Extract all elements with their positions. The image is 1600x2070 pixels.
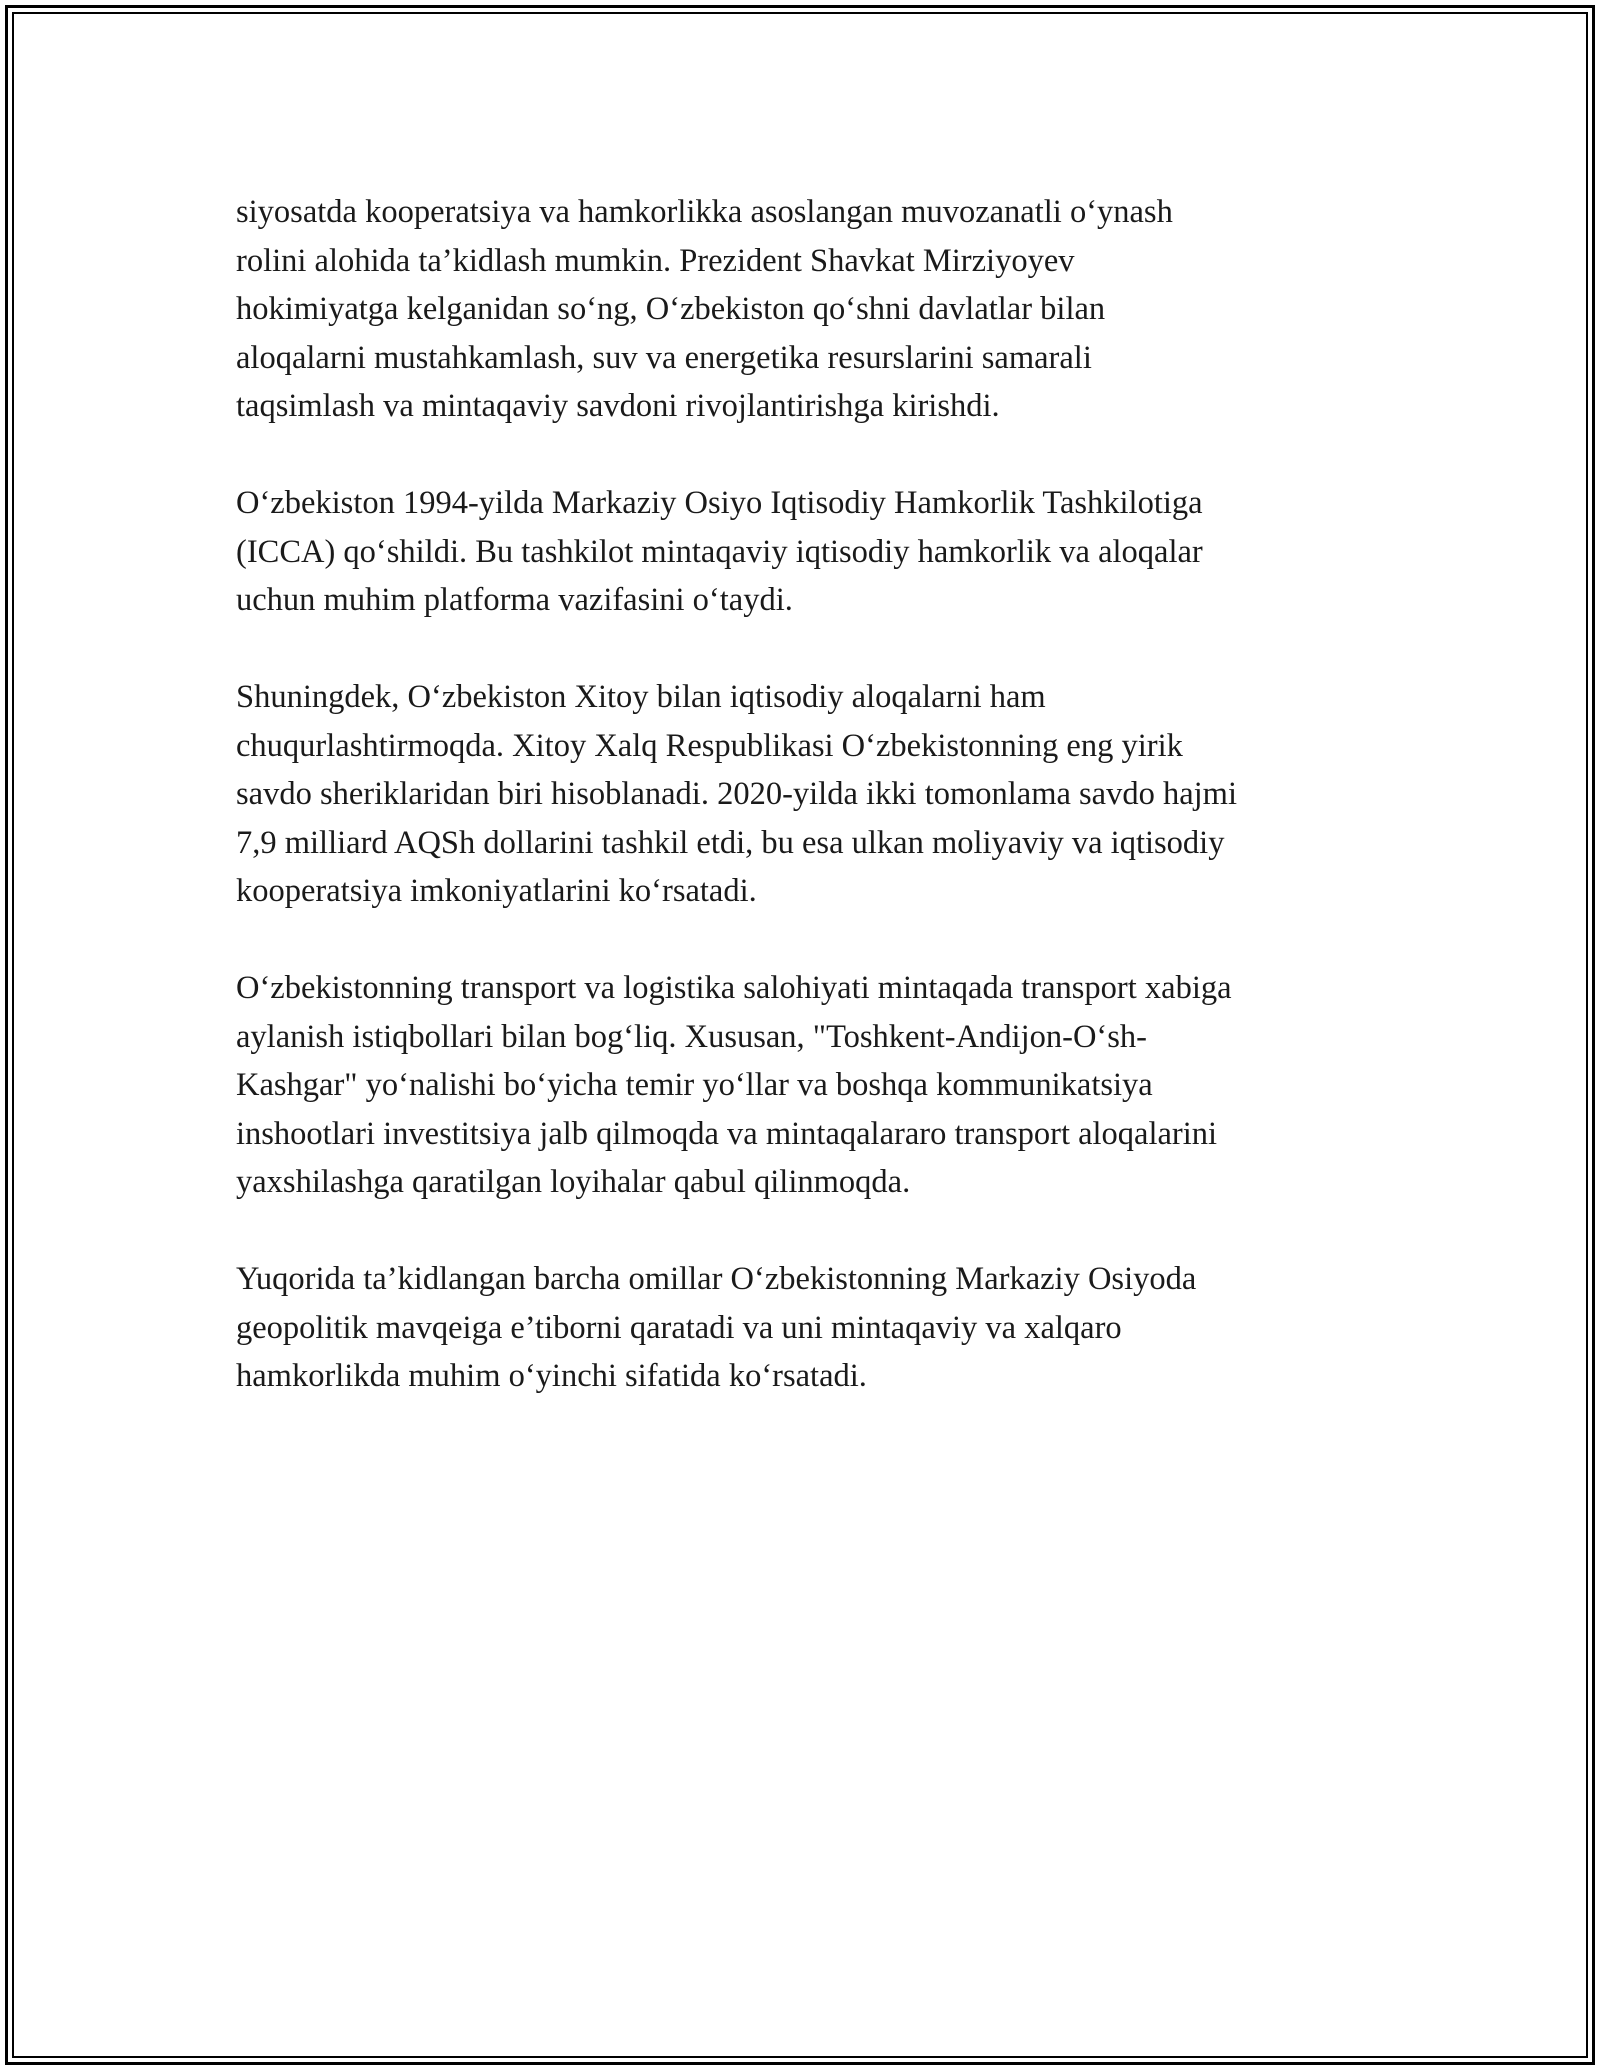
text-line: O‘zbekistonning transport va logistika salohiyati mintaqada transport xabiga	[236, 970, 1232, 1006]
text-line: aylanish istiqbollari bilan bog‘liq. Xususan, "Toshkent-Andijon-O‘sh-	[236, 1018, 1147, 1055]
paragraph-5	[236, 1255, 1376, 1401]
text-line: siyosatda kooperatsiya va hamkorlikka asoslangan muvozanatli o‘ynash	[236, 194, 1173, 230]
text-line: O‘zbekiston 1994-yilda Markaziy Osiyo Iqtisodiy Hamkorlik Tashkilotiga	[236, 485, 1203, 521]
text-line: hamkorlikda muhim o‘yinchi sifatida ko‘rsatadi.	[236, 1358, 867, 1394]
document-body	[236, 188, 1376, 1449]
text-line: Yuqorida ta’kidlangan barcha omillar O‘zbekistonning Markaziy Osiyoda	[236, 1261, 1197, 1297]
text-line: savdo sheriklaridan biri hisoblanadi. 2020-yilda ikki tomonlama savdo hajmi	[236, 776, 1237, 812]
text-line: yaxshilashga qaratilgan loyihalar qabul qilinmoqda.	[236, 1164, 911, 1200]
text-line: kooperatsiya imkoniyatlarini ko‘rsatadi.	[236, 873, 757, 909]
paragraph-2	[236, 479, 1376, 625]
text-line: uchun muhim platforma vazifasini o‘taydi.	[236, 582, 793, 618]
text-line: chuqurlashtirmoqda. Xitoy Xalq Respublikasi O‘zbekistonning eng yirik	[236, 727, 1183, 764]
text-line: hokimiyatga kelganidan so‘ng, O‘zbekiston qo‘shni davlatlar bilan	[236, 291, 1106, 327]
paragraph-4	[236, 964, 1376, 1207]
text-line: inshootlari investitsiya jalb qilmoqda va mintaqalararo transport aloqalarini	[236, 1115, 1218, 1152]
paragraph-3	[236, 673, 1376, 916]
text-line: Kashgar" yo‘nalishi bo‘yicha temir yo‘llar va boshqa kommunikatsiya	[236, 1067, 1153, 1103]
paragraph-1	[236, 188, 1376, 431]
text-line: Shuningdek, O‘zbekiston Xitoy bilan iqtisodiy aloqalarni ham	[236, 679, 1046, 715]
text-line: taqsimlash va mintaqaviy savdoni rivojlantirishga kirishdi.	[236, 388, 1000, 424]
text-line: aloqalarni mustahkamlash, suv va energetika resurslarini samarali	[236, 339, 1092, 376]
text-line: geopolitik mavqeiga e’tiborni qaratadi va uni mintaqaviy va xalqaro	[236, 1309, 1122, 1346]
text-line: 7,9 milliard AQSh dollarini tashkil etdi, bu esa ulkan moliyaviy va iqtisodiy	[236, 824, 1225, 861]
text-line: (ICCA) qo‘shildi. Bu tashkilot mintaqaviy iqtisodiy hamkorlik va aloqalar	[236, 533, 1203, 570]
text-line: rolini alohida ta’kidlash mumkin. Prezident Shavkat Mirziyoyev	[236, 242, 1075, 279]
